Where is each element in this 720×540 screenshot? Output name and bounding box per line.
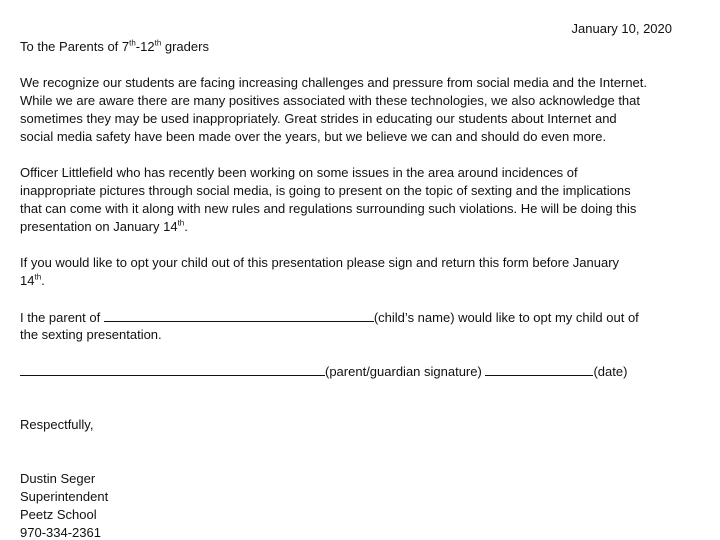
paragraph-1-line-2: While we are aware there are many positives associated with these technologies, we also acknowledge that bbox=[20, 93, 641, 108]
signature-blank bbox=[20, 362, 325, 376]
sender-phone: 970-334-2361 bbox=[20, 525, 101, 540]
paragraph-1-line-1: We recognize our students are facing increasing challenges and pressure from social media and the Internet. bbox=[20, 75, 648, 90]
optout-line-2: the sexting presentation. bbox=[20, 327, 162, 342]
paragraph-1-line-3: sometimes they may be used inappropriately. Great strides in educating our students about Internet and bbox=[20, 111, 617, 126]
paragraph-2-line-1: Officer Littlefield who has recently been working on some issues in the area around incidences of bbox=[20, 165, 578, 180]
child-name-blank bbox=[104, 308, 374, 322]
signature-line: (parent/guardian signature) (date) bbox=[20, 362, 627, 381]
optout-line-1: I the parent of (child’s name) would like to opt my child out of bbox=[20, 310, 639, 325]
paragraph-2-line-3: that can come with it along with new rules and regulations surrounding such violations. He will be doing this bbox=[20, 201, 637, 216]
sender-school: Peetz School bbox=[20, 507, 97, 522]
paragraph-2-line-2: inappropriate pictures through social media, is going to present on the topic of sexting and the implications bbox=[20, 183, 631, 198]
paragraph-3-line-1: If you would like to opt your child out of this presentation please sign and return this form before January bbox=[20, 255, 620, 270]
paragraph-1-line-4: social media safety have been made over the years, but we believe we can and should do even more. bbox=[20, 129, 607, 144]
letter-date: January 10, 2020 bbox=[571, 21, 672, 36]
salutation: To the Parents of 7th-12th graders bbox=[20, 38, 209, 54]
paragraph-2-line-4: presentation on January 14th. bbox=[20, 218, 188, 234]
sender-name: Dustin Seger bbox=[20, 471, 96, 486]
date-blank bbox=[485, 362, 593, 376]
sender-title: Superintendent bbox=[20, 489, 109, 504]
closing: Respectfully, bbox=[20, 417, 94, 432]
paragraph-3-line-2: 14th. bbox=[20, 272, 45, 288]
